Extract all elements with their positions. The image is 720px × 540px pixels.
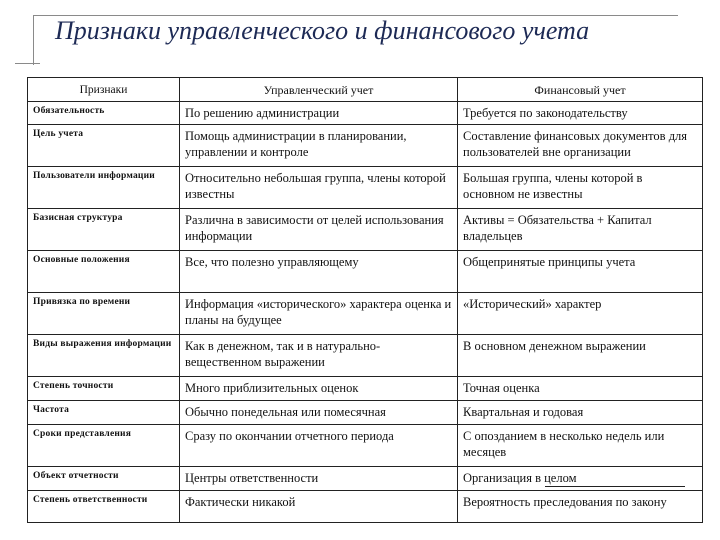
decorative-rule-bottom xyxy=(545,486,685,487)
financial-cell: Составление финансовых документов для пользователей вне организации xyxy=(458,125,703,167)
title-rule-under xyxy=(15,63,40,64)
management-cell: Относительно небольшая группа, члены которой известны xyxy=(180,167,458,209)
management-cell: Обычно понедельная или помесячная xyxy=(180,401,458,425)
financial-cell: Организация в целом xyxy=(458,467,703,491)
financial-cell: «Исторический» характер xyxy=(458,293,703,335)
title-rule-left xyxy=(33,15,34,65)
financial-cell: Общепринятые принципы учета xyxy=(458,251,703,293)
management-cell: Как в денежном, так и в натурально-вещественном выражении xyxy=(180,335,458,377)
management-cell: Центры ответственности xyxy=(180,467,458,491)
feature-cell: Привязка по времени xyxy=(28,293,180,335)
feature-cell: Объект отчетности xyxy=(28,467,180,491)
comparison-table xyxy=(27,77,703,523)
management-cell: Фактически никакой xyxy=(180,491,458,523)
feature-cell: Частота xyxy=(28,401,180,425)
feature-cell: Цель учета xyxy=(28,125,180,167)
management-cell: Все, что полезно управляющему xyxy=(180,251,458,293)
feature-cell: Базисная структура xyxy=(28,209,180,251)
financial-cell: Требуется по законодательству xyxy=(458,102,703,125)
page-title: Признаки управленческого и финансового учета xyxy=(55,16,590,45)
financial-cell: Точная оценка xyxy=(458,377,703,401)
table-row xyxy=(28,401,703,425)
table-row xyxy=(28,209,703,251)
table-row xyxy=(28,425,703,467)
feature-cell: Степень ответственности xyxy=(28,491,180,523)
feature-cell: Сроки представления xyxy=(28,425,180,467)
table-row xyxy=(28,125,703,167)
management-cell: Различна в зависимости от целей использования информации xyxy=(180,209,458,251)
header-management-accounting: Управленческий учет xyxy=(180,78,458,102)
header-features: Признаки xyxy=(28,78,180,102)
financial-cell: С опозданием в несколько недель или месяцев xyxy=(458,425,703,467)
table-row xyxy=(28,491,703,523)
management-cell: Много приблизительных оценок xyxy=(180,377,458,401)
table-row xyxy=(28,102,703,125)
management-cell: Сразу по окончании отчетного периода xyxy=(180,425,458,467)
header-financial-accounting: Финансовый учет xyxy=(458,78,703,102)
table-row xyxy=(28,335,703,377)
table-header-row xyxy=(28,78,703,102)
financial-cell: Вероятность преследования по закону xyxy=(458,491,703,523)
financial-cell: Квартальная и годовая xyxy=(458,401,703,425)
feature-cell: Обязательность xyxy=(28,102,180,125)
table-row xyxy=(28,293,703,335)
table-body xyxy=(28,102,703,523)
management-cell: Помощь администрации в планировании, управлении и контроле xyxy=(180,125,458,167)
financial-cell: Активы = Обязательства + Капитал владельцев xyxy=(458,209,703,251)
feature-cell: Степень точности xyxy=(28,377,180,401)
financial-cell: В основном денежном выражении xyxy=(458,335,703,377)
table-row xyxy=(28,167,703,209)
management-cell: Информация «исторического» характера оценка и планы на будущее xyxy=(180,293,458,335)
feature-cell: Основные положения xyxy=(28,251,180,293)
table-row xyxy=(28,251,703,293)
table-row xyxy=(28,377,703,401)
management-cell: По решению администрации xyxy=(180,102,458,125)
feature-cell: Виды выражения информации xyxy=(28,335,180,377)
financial-cell: Большая группа, члены которой в основном не известны xyxy=(458,167,703,209)
feature-cell: Пользователи информации xyxy=(28,167,180,209)
